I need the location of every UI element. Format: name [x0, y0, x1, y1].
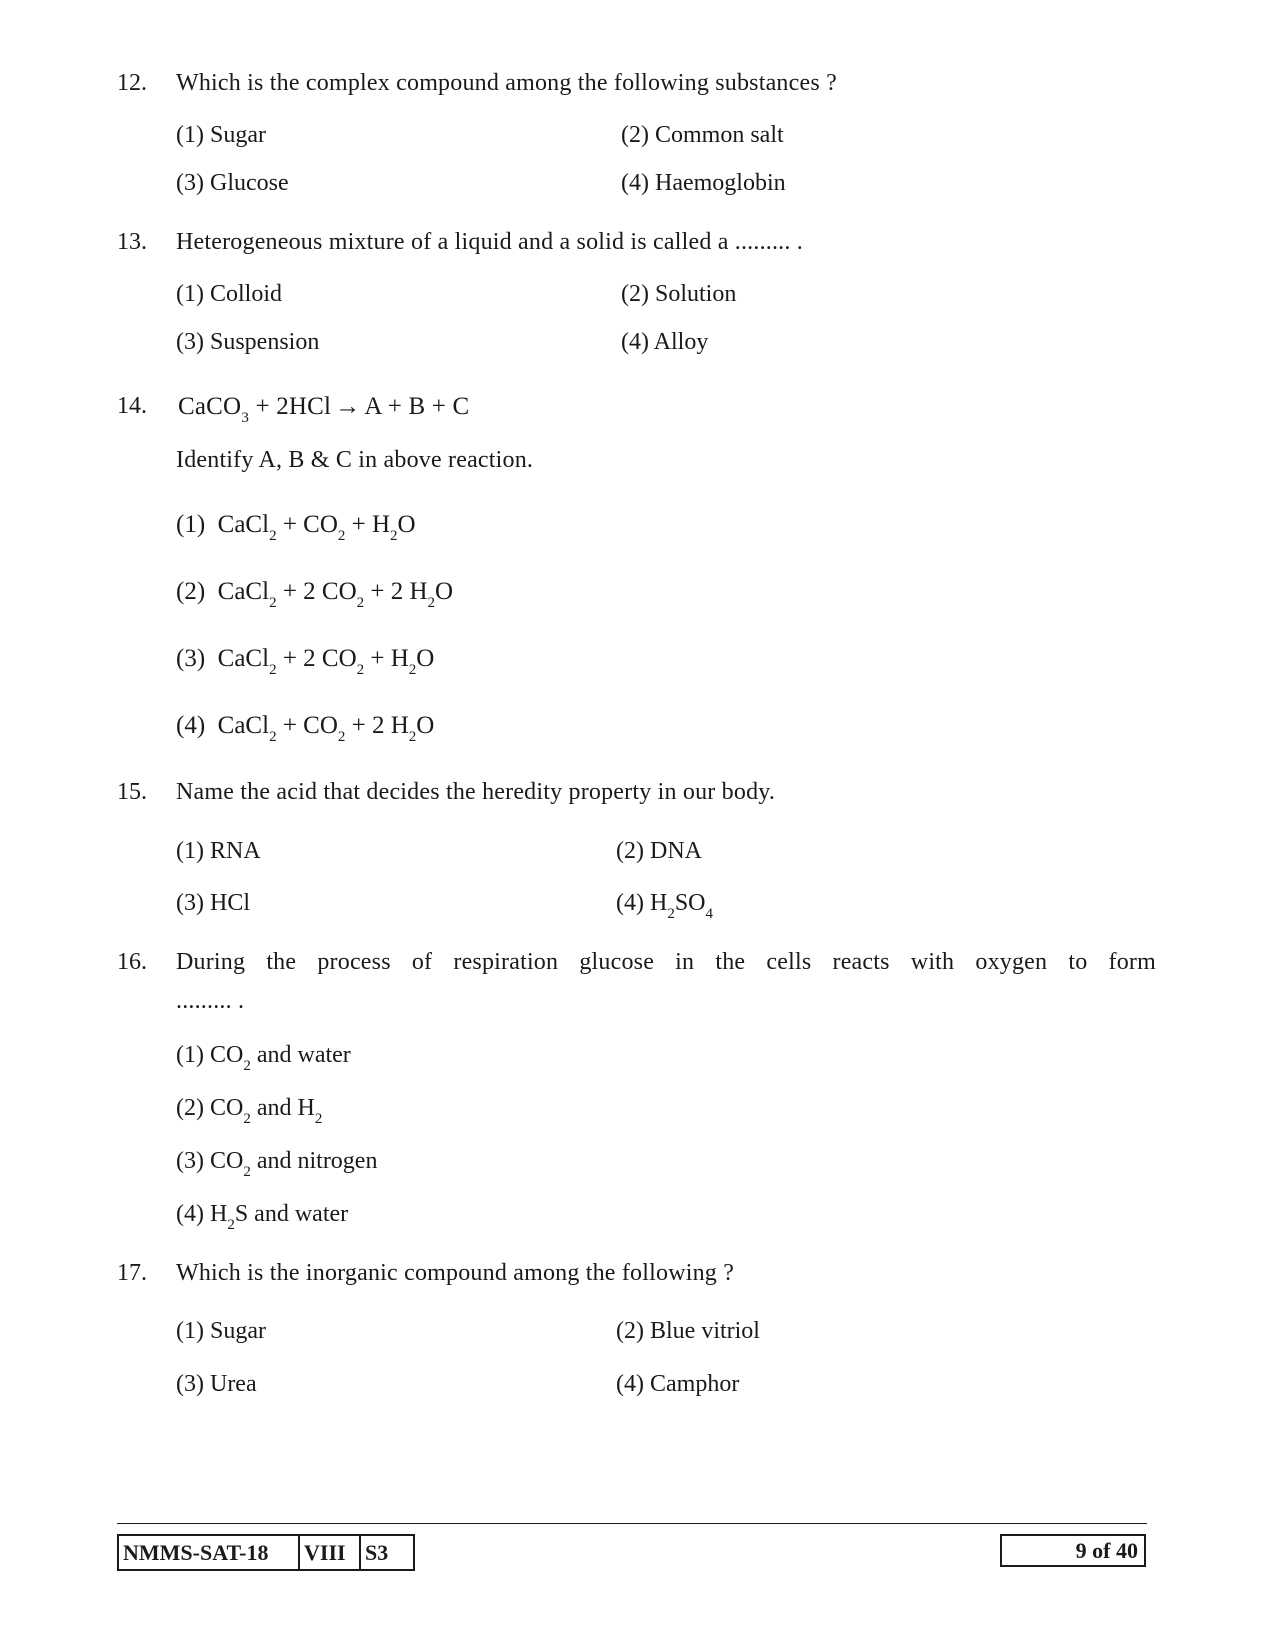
option-1: (1) Sugar [176, 122, 266, 148]
exam-code: NMMS-SAT-18 [119, 1536, 300, 1569]
option-4: (4) CaCl2 + CO2 + 2 H2O [176, 712, 435, 745]
eq-rhs: A + B + C [364, 393, 470, 420]
question-text: Which is the complex compound among the following substances ? [176, 70, 837, 96]
option-1: (1) RNA [176, 838, 261, 864]
question-number: 17. [117, 1260, 147, 1286]
option-2: (2) Blue vitriol [616, 1318, 760, 1344]
option-3: (3) Glucose [176, 170, 289, 196]
footer-divider [117, 1523, 1147, 1524]
question-text-line-2: ......... . [176, 988, 245, 1014]
exam-set: S3 [365, 1539, 389, 1565]
option-1: (1) CO2 and water [176, 1042, 351, 1074]
option-3: (3) Suspension [176, 329, 320, 355]
option-3: (3) HCl [176, 890, 250, 916]
question-number: 14. [117, 393, 147, 419]
option-4: (4) Camphor [616, 1371, 740, 1397]
question-number: 15. [117, 779, 147, 805]
option-1: (1) Colloid [176, 281, 282, 307]
option-3: (3) Urea [176, 1371, 257, 1397]
option-2: (2) Common salt [621, 122, 784, 148]
question-text: Which is the inorganic compound among the following ? [176, 1260, 735, 1286]
question-text-line-1: During the process of respiration glucose in the cells reacts with oxygen to form [176, 949, 1156, 975]
exam-class: VIII [300, 1536, 361, 1569]
option-2: (2) CaCl2 + 2 CO2 + 2 H2O [176, 578, 454, 611]
option-4: (4) H2S and water [176, 1201, 349, 1233]
question-number: 13. [117, 229, 147, 255]
option-2: (2) Solution [621, 281, 737, 307]
option-4: (4) Haemoglobin [621, 170, 786, 196]
option-3: (3) CO2 and nitrogen [176, 1148, 378, 1180]
option-3: (3) CaCl2 + 2 CO2 + H2O [176, 645, 435, 678]
option-2: (2) DNA [616, 838, 702, 864]
eq-lhs: CaCO [178, 393, 242, 420]
chemical-equation: CaCO3 + 2HCl → A + B + C [178, 393, 470, 426]
option-2: (2) CO2 and H2 [176, 1095, 323, 1127]
eq-lhs-rest: + 2HCl [249, 393, 332, 420]
arrow-icon: → [335, 393, 361, 420]
option-4: (4) Alloy [621, 329, 709, 355]
question-text: Identify A, B & C in above reaction. [176, 447, 534, 473]
option-1: (1) Sugar [176, 1318, 266, 1344]
option-4: (4) H2SO4 [616, 890, 714, 922]
page-number: 9 of 40 [1000, 1534, 1146, 1567]
question-text: Heterogeneous mixture of a liquid and a solid is called a ......... . [176, 229, 803, 255]
question-text: Name the acid that decides the heredity property in our body. [176, 779, 776, 805]
question-number: 16. [117, 949, 147, 975]
question-number: 12. [117, 70, 147, 96]
option-1: (1) CaCl2 + CO2 + H2O [176, 511, 416, 544]
footer-exam-code [117, 1534, 415, 1571]
